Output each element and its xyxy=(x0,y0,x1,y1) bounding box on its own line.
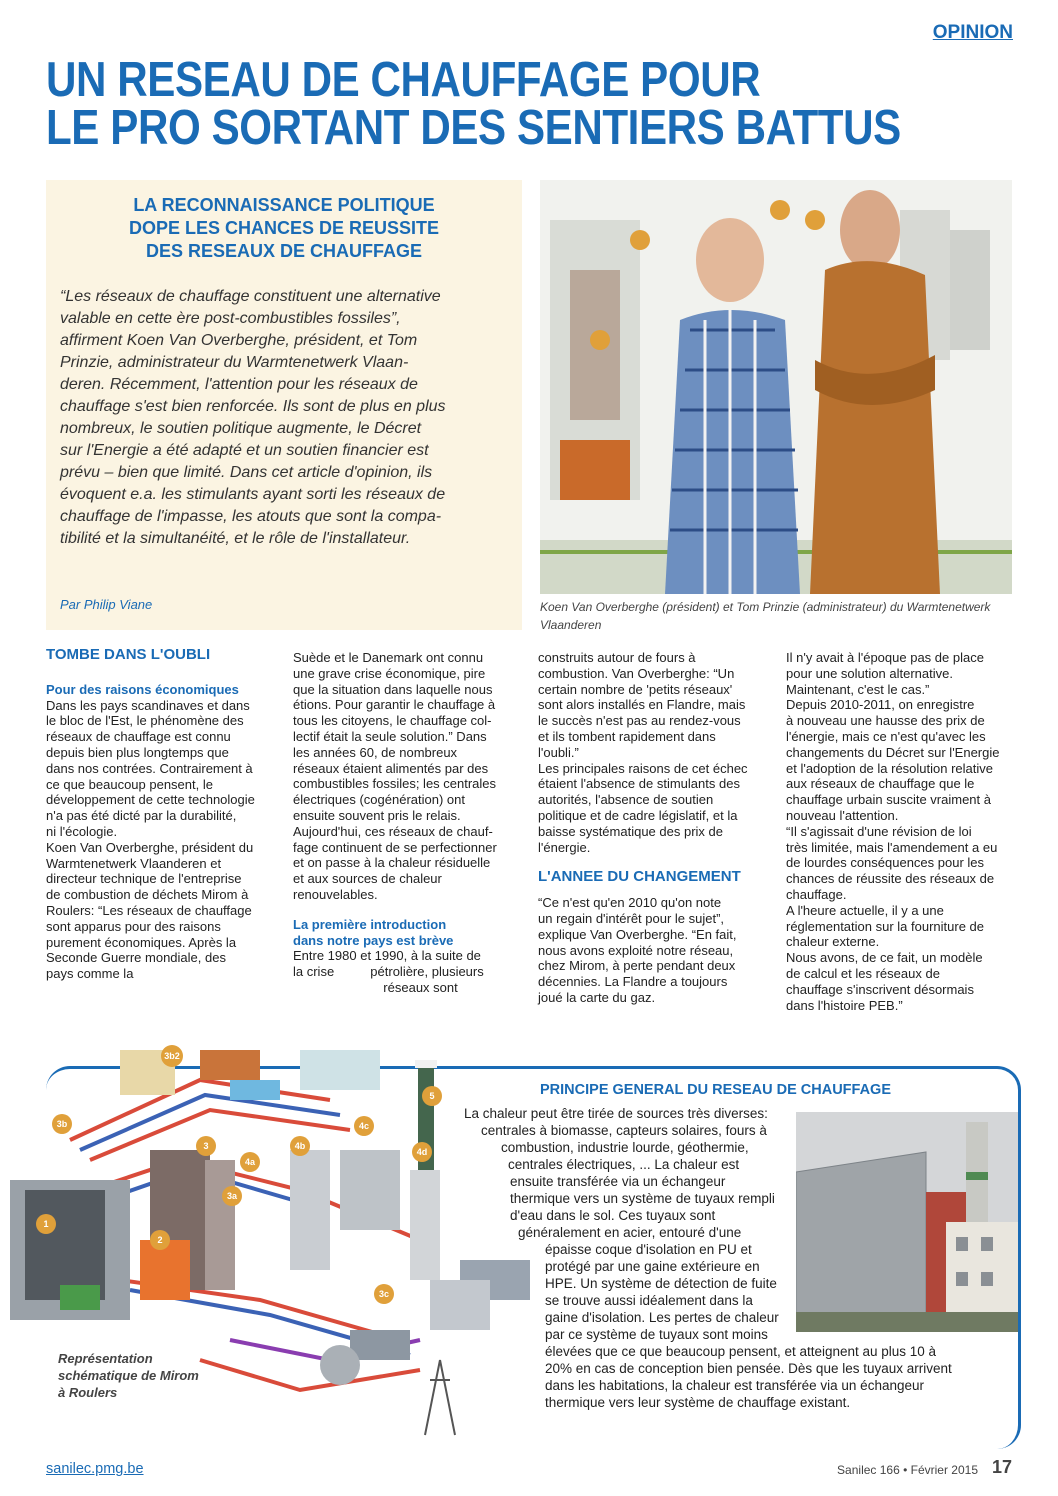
intro-heading xyxy=(46,194,522,263)
text-line: réglementation sur la fourniture de xyxy=(786,918,985,934)
text-line: renouvelables. xyxy=(293,886,378,902)
photo-caption-line: Vlaanderen xyxy=(540,618,602,632)
text-line: fage continuent de se perfectionner xyxy=(293,839,497,855)
text-line: tous les citoyens, le chauffage col- xyxy=(293,713,492,729)
text-line: baisse systématique des prix de xyxy=(538,823,723,839)
text-line: Entre 1980 et 1990, à la suite de xyxy=(293,948,481,964)
text-line: Il n'y avait à l'époque pas de place xyxy=(786,650,984,665)
subheading: La première introduction xyxy=(293,916,447,932)
diagram-label: 3 xyxy=(203,1141,209,1151)
text-line: thermique vers leur système de chauffage existant. xyxy=(545,1395,851,1410)
intro-line: “Les réseaux de chauffage constituent une alternative xyxy=(60,288,441,305)
text-line: “Il s'agissait d'une révision de loi xyxy=(786,823,972,839)
text-line: sont apparus pour des raisons xyxy=(46,918,221,934)
text-line: 20% en cas de conception bien pensée. Dès que les tuyaux arrivent xyxy=(545,1361,952,1376)
column-3 xyxy=(538,650,763,1006)
text-line: chauffage s'inscrivent désormais xyxy=(786,981,974,997)
article-title xyxy=(46,53,901,155)
text-line: “Ce n'est qu'en 2010 qu'on note xyxy=(538,895,722,911)
text-line: chances de réussite des réseaux de xyxy=(786,871,995,887)
text-line: de lourdes conséquences pour les xyxy=(786,855,985,871)
section-heading: L'ANNEE DU CHANGEMENT xyxy=(538,868,741,886)
photo-illustration xyxy=(540,180,1012,594)
intro-line: chauffage s'est bien renforcée. Ils sont de plus en plus xyxy=(60,398,446,415)
text-line: et ils tombent rapidement dans xyxy=(538,728,716,744)
text-line: que la situation dans laquelle nous xyxy=(293,681,493,697)
text-line: Les principales raisons de cet échec xyxy=(538,760,748,776)
text-line: La chaleur peut être tirée de sources très diverses: xyxy=(464,1106,768,1121)
text-line: nouveau l'attention. xyxy=(786,807,899,823)
text-line: Seconde Guerre mondiale, des xyxy=(46,950,226,966)
text-line: Maintenant, c'est le cas.” xyxy=(786,681,930,697)
subheading: Pour des raisons économiques xyxy=(46,681,239,697)
intro-line: évoquent e.a. les stimulants ayant sorti les réseaux de xyxy=(60,486,446,503)
text-line: protégé par une gaine extérieure en xyxy=(545,1259,760,1274)
text-line: étions. Pour garantir le chauffage à xyxy=(293,697,496,713)
text-line: chauffage. xyxy=(786,886,847,902)
intro-line: tibilité et la simultanéité, et le rôle de l'installateur. xyxy=(60,530,411,547)
text-line: l'énergie. xyxy=(538,839,591,855)
text-line: chauffage urbain suscite vraiment à xyxy=(786,792,991,808)
text-line: aux réseaux de chauffage que le xyxy=(786,776,975,792)
text-line: à nouveau une hausse des prix de xyxy=(786,713,985,729)
text-line: sont alors installés en Flandre, mais xyxy=(538,697,746,713)
text-line: Koen Van Overberghe, président du xyxy=(46,839,254,855)
diagram-label: 3b2 xyxy=(164,1051,180,1061)
text-line: un regain d'intérêt pour le sujet”, xyxy=(538,910,725,926)
intro-line: sur l'Energie a été adapté et un soutien financier est xyxy=(60,442,429,459)
text-line: étaient l'absence de stimulants des xyxy=(538,776,740,792)
intro-line: Prinzie, administrateur du Warmtenetwerk Vlaan- xyxy=(60,354,409,371)
diagram-label: 4d xyxy=(416,1147,428,1157)
text-line: de calcul et les réseaux de xyxy=(786,965,940,981)
diagram-label: 1 xyxy=(43,1219,49,1229)
intro-line: affirment Koen Van Overberghe, président, et Tom xyxy=(60,332,418,349)
text-line: très limitée, mais l'amendement a eu xyxy=(786,839,998,855)
column-1 xyxy=(46,647,276,982)
portrait-photo xyxy=(540,180,1012,594)
text-line: la crise pétrolière, plusieurs xyxy=(293,964,484,980)
text-line: élevées que ce que beaucoup pensent, et atteignent au plus 10 à xyxy=(545,1344,937,1359)
text-line: Nous avons, de ce fait, un modèle xyxy=(786,950,983,966)
diagram-label: 4c xyxy=(358,1121,370,1131)
principle-title: PRINCIPE GENERAL DU RESEAU DE CHAUFFAGE xyxy=(540,1082,891,1098)
text-line: depuis bien plus longtemps que xyxy=(46,744,229,760)
text-line: centrales électriques, ... La chaleur est xyxy=(508,1157,740,1172)
intro-heading-line: DES RESEAUX DE CHAUFFAGE xyxy=(145,241,423,261)
diagram-label: 3c xyxy=(378,1289,390,1299)
text-line: développement de cette technologie xyxy=(46,792,255,808)
text-line: épaisse coque d'isolation en PU et xyxy=(545,1242,752,1257)
text-line: joué la carte du gaz. xyxy=(538,989,656,1005)
text-line: nous avons exploité notre réseau, xyxy=(538,942,734,958)
diagram-label: 5 xyxy=(429,1091,435,1101)
intro-line: nombreux, le soutien politique augmente, le Décret xyxy=(60,420,422,437)
diagram-label: 3a xyxy=(226,1191,238,1201)
text-line: autorités, l'absence de soutien xyxy=(538,792,714,808)
column-2 xyxy=(293,650,518,996)
intro-line: chauffage de l'impasse, les atouts que sont la compa- xyxy=(60,508,442,525)
diagram-label: 2 xyxy=(157,1235,163,1245)
text-line: dans les habitations, la chaleur est transférée via un échangeur xyxy=(545,1378,924,1393)
subheading: dans notre pays est brève xyxy=(293,932,454,948)
text-line: se trouve aussi idéalement dans la xyxy=(545,1293,753,1308)
intro-line: prévu – bien que limité. Dans cet article d'opinion, ils xyxy=(60,464,433,481)
text-line: HPE. Un système de détection de fuite xyxy=(545,1276,777,1291)
text-line: combustion, industrie lourde, géothermie, xyxy=(501,1140,749,1155)
text-line: dans l'histoire PEB.” xyxy=(786,997,903,1013)
text-line: certain nombre de 'petits réseaux' xyxy=(538,681,733,697)
column-4 xyxy=(786,650,1016,1013)
text-line: et aux sources de chaleur xyxy=(293,871,442,887)
diagram-caption-line: schématique de Mirom xyxy=(58,1368,199,1383)
diagram-caption-line: Représentation xyxy=(58,1351,153,1366)
text-line: réseaux sont xyxy=(293,979,458,995)
text-line: Roulers: “Les réseaux de chauffage xyxy=(46,902,252,918)
text-line: de combustion de déchets Mirom à xyxy=(46,887,249,903)
text-line: thermique vers un système de tuyaux rempli xyxy=(510,1191,775,1206)
text-line: A l'heure actuelle, il y a une xyxy=(786,902,944,918)
text-line: explique Van Overberghe. “En fait, xyxy=(538,926,737,942)
footer-issue: Sanilec 166 • Février 2015 xyxy=(837,1463,978,1477)
text-line: électriques (cogénération) ont xyxy=(293,792,465,808)
text-line: Suède et le Danemark ont connu xyxy=(293,650,484,665)
text-line: directeur technique de l'entreprise xyxy=(46,871,242,887)
text-line: changements du Décret sur l'Energie xyxy=(786,744,1000,760)
text-line: centrales à biomasse, capteurs solaires, fours à xyxy=(481,1123,767,1138)
text-line: et on passe à la chaleur résiduelle xyxy=(293,855,491,871)
intro-box xyxy=(46,180,522,630)
section-heading: TOMBE DANS L'OUBLI xyxy=(46,646,211,663)
text-line: une grave crise économique, pire xyxy=(293,665,486,681)
diagram-caption-line: à Roulers xyxy=(58,1385,118,1400)
text-line: généralement en acier, entouré d'une xyxy=(518,1225,742,1240)
diagram-label: 3b xyxy=(56,1119,68,1129)
section-tag: OPINION xyxy=(932,22,1013,43)
text-line: l'énergie, mais ce n'est qu'avec les xyxy=(786,728,986,744)
byline: Par Philip Viane xyxy=(60,597,153,612)
intro-heading-line: LA RECONNAISSANCE POLITIQUE xyxy=(133,195,435,215)
text-line: chaleur externe. xyxy=(786,934,880,950)
text-line: pays comme la xyxy=(46,966,134,982)
principle-text xyxy=(0,1106,1058,1436)
diagram-label: 4a xyxy=(244,1157,256,1167)
text-line: ensuite transférée via un échangeur xyxy=(510,1174,726,1189)
text-line: Dans les pays scandinaves et dans xyxy=(46,697,250,713)
text-line: combustibles fossiles; les centrales xyxy=(293,776,497,792)
text-line: chez Mirom, à perte pendant deux xyxy=(538,958,736,974)
text-line: purement économiques. Après la xyxy=(46,934,237,950)
intro-text xyxy=(60,286,446,550)
photo-caption xyxy=(540,598,1020,634)
text-line: par ce système de tuyaux sont moins xyxy=(545,1327,768,1342)
text-line: dans nos contrées. Contrairement à xyxy=(46,760,253,776)
text-line: n'a pas été dicté par la durabilité, xyxy=(46,808,237,824)
intro-heading-line: DOPE LES CHANCES DE REUSSITE xyxy=(128,218,440,238)
diagram-label: 4b xyxy=(294,1141,306,1151)
text-line: réseaux de chauffage est connu xyxy=(46,729,231,745)
text-line: l'oubli.” xyxy=(538,744,579,760)
intro-line: deren. Récemment, l'attention pour les réseaux de xyxy=(60,376,418,393)
footer-site-link[interactable]: sanilec.pmg.be xyxy=(46,1461,144,1477)
page-number: 17 xyxy=(991,1457,1012,1477)
text-line: le bloc de l'Est, le phénomène des xyxy=(46,713,244,729)
photo-caption-line: Koen Van Overberghe (président) et Tom Prinzie (administrateur) du Warmtenetwerk xyxy=(540,600,991,614)
text-line: ni l'écologie. xyxy=(46,823,118,839)
text-line: le succès n'est pas au rendez-vous xyxy=(538,713,741,729)
text-line: lectif était la seule solution.” Dans xyxy=(293,728,487,744)
text-line: politique et de cadre législatif, et la xyxy=(538,807,738,823)
text-line: gaine d'isolation. Les pertes de chaleur xyxy=(545,1310,779,1325)
text-line: pour une solution alternative. xyxy=(786,665,953,681)
text-line: construits autour de fours à xyxy=(538,650,696,665)
text-line: ensuite souvent pris le relais. xyxy=(293,807,461,823)
text-line: d'eau dans le sol. Ces tuyaux sont xyxy=(510,1208,716,1223)
text-line: Warmtenetwerk Vlaanderen et xyxy=(46,855,222,871)
text-line: ce que beaucoup pensent, le xyxy=(46,776,213,792)
text-line: combustion. Van Overberghe: “Un xyxy=(538,665,735,681)
title-line-2: LE PRO SORTANT DES SENTIERS BATTUS xyxy=(46,101,901,155)
text-line: les années 60, de nombreux xyxy=(293,744,458,760)
text-line: réseaux étaient alimentés par des xyxy=(293,760,489,776)
text-line: Depuis 2010-2011, on enregistre xyxy=(786,697,975,713)
intro-line: valable en cette ère post-combustibles fossiles”, xyxy=(60,310,401,327)
title-line-1: UN RESEAU DE CHAUFFAGE POUR xyxy=(46,53,761,107)
text-line: et l'adoption de la résolution relative xyxy=(786,760,994,776)
text-line: décennies. La Flandre a toujours xyxy=(538,974,728,990)
text-line: Aujourd'hui, ces réseaux de chauf- xyxy=(293,823,493,839)
